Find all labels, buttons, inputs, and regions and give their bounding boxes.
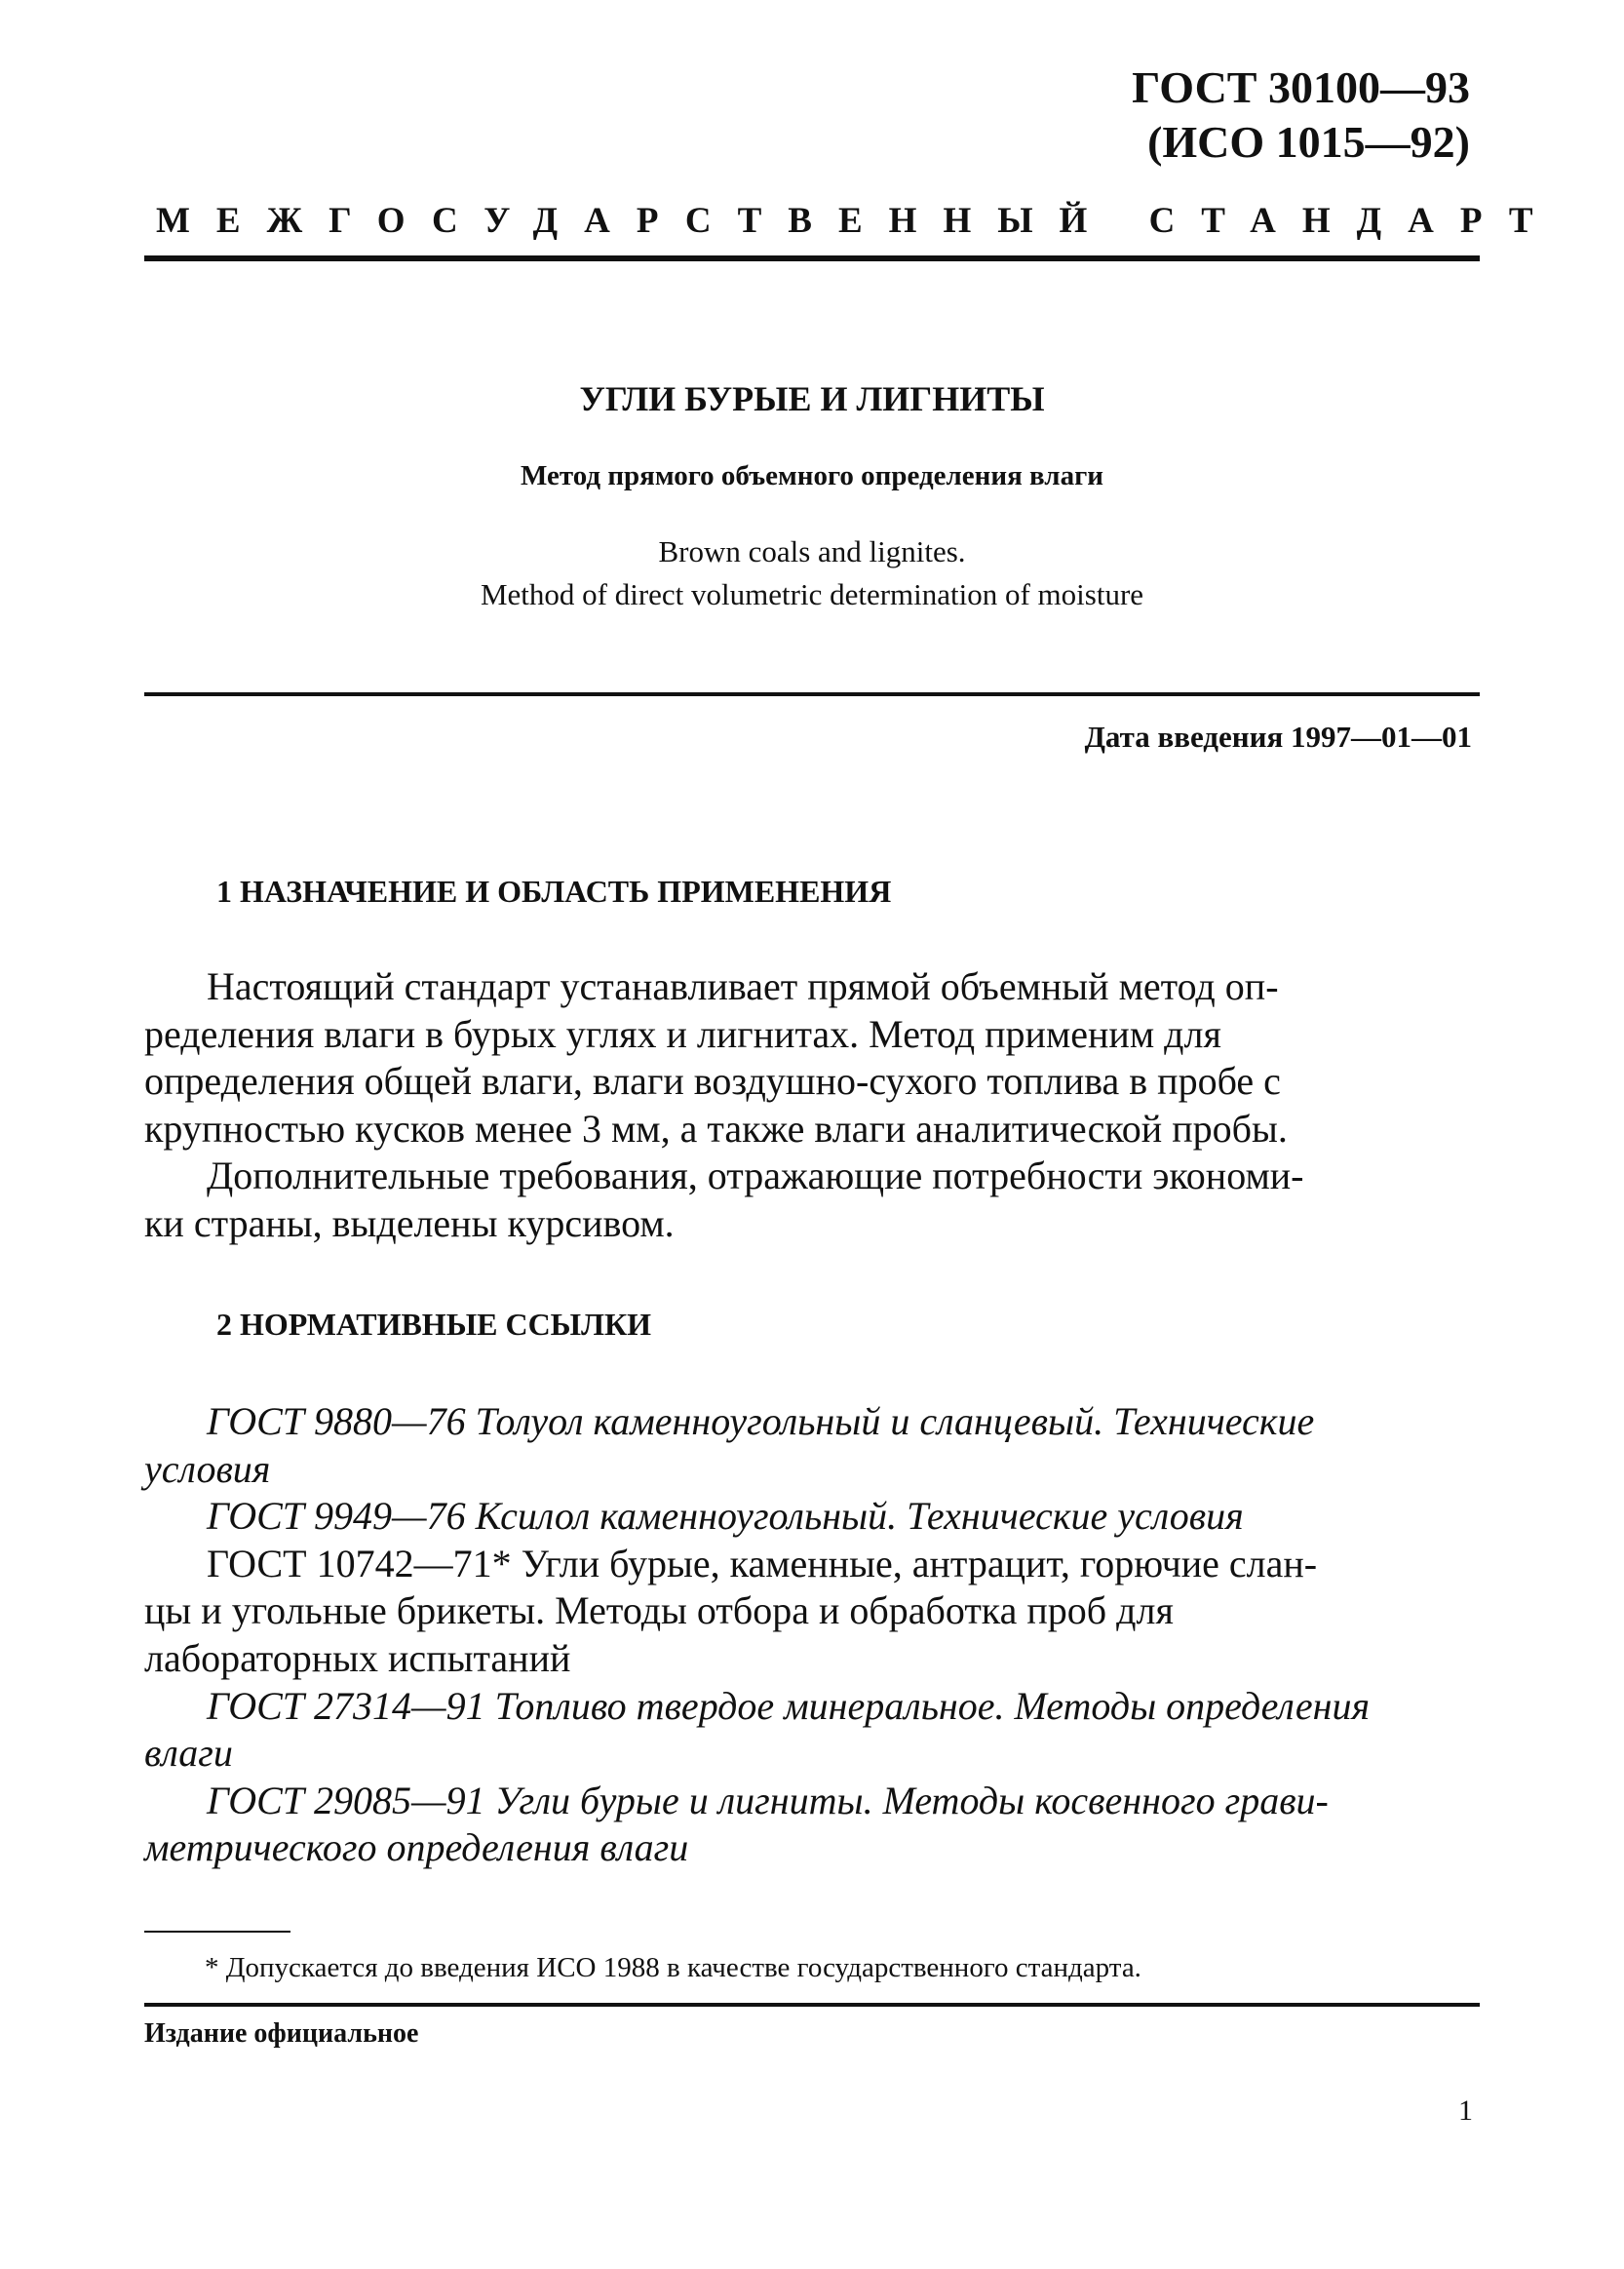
gost-number: ГОСТ 30100—93: [1132, 62, 1470, 112]
reference-item: ГОСТ 10742—71* Угли бурые, каменные, антрацит, горючие слан-: [207, 1541, 1318, 1585]
text-line: Дополнительные требования, отражающие потребности экономи-: [207, 1154, 1304, 1198]
page-number: 1: [1458, 2094, 1473, 2127]
text-line: определения общей влаги, влаги воздушно-сухого топлива в пробе с: [144, 1059, 1281, 1104]
footnote: * Допускается до введения ИСО 1988 в качестве государственного стандарта.: [205, 1952, 1141, 1983]
edition-label: Издание официальное: [144, 2018, 419, 2049]
reference-item: ГОСТ 27314—91 Топливо твердое минеральное. Методы определения: [207, 1683, 1371, 1728]
bottom-rule: [144, 2003, 1480, 2007]
reference-item-cont: лабораторных испытаний: [144, 1635, 571, 1680]
reference-item: ГОСТ 9880—76 Толуол каменноугольный и сланцевый. Технические: [207, 1399, 1315, 1443]
reference-item-cont: условия: [144, 1446, 271, 1491]
document-subtitle: Метод прямого объемного определения влаги: [521, 460, 1103, 491]
iso-number: (ИСО 1015—92): [1147, 117, 1470, 167]
text-line: ределения влаги в бурых углях и лигнитах. Метод применим для: [144, 1011, 1221, 1056]
text-line: Настоящий стандарт устанавливает прямой объемный метод оп-: [207, 964, 1279, 1008]
document-title: УГЛИ БУРЫЕ И ЛИГНИТЫ: [579, 379, 1045, 418]
text-line: крупностью кусков менее 3 мм, а также влаги аналитической пробы.: [144, 1106, 1288, 1151]
text-line: ки страны, выделены курсивом.: [144, 1200, 675, 1245]
document-title-en: [0, 530, 1624, 616]
gost-number-block: [1132, 60, 1470, 170]
introduction-date: Дата введения 1997—01—01: [1084, 720, 1472, 754]
reference-item-cont: метрического определения влаги: [144, 1825, 689, 1870]
normative-references: [144, 1398, 1480, 1872]
standard-type: МЕЖГОСУДАРСТВЕННЫЙ СТАНДАРТ: [156, 201, 1560, 241]
reference-item: ГОСТ 29085—91 Угли бурые и лигниты. Методы косвенного грави-: [207, 1778, 1329, 1822]
section-1-body: [144, 963, 1480, 1248]
section-2-heading: 2 НОРМАТИВНЫЕ ССЫЛКИ: [216, 1307, 652, 1342]
reference-item-cont: влаги: [144, 1731, 233, 1776]
title-en-line-1: Brown coals and lignites.: [658, 534, 966, 568]
title-rule: [144, 692, 1480, 696]
section-1-heading: 1 НАЗНАЧЕНИЕ И ОБЛАСТЬ ПРИМЕНЕНИЯ: [216, 874, 892, 909]
title-en-line-2: Method of direct volumetric determination of moisture: [480, 577, 1144, 611]
reference-item: ГОСТ 9949—76 Ксилол каменноугольный. Технические условия: [207, 1494, 1244, 1539]
header-rule: [144, 255, 1480, 261]
reference-item-cont: цы и угольные брикеты. Методы отбора и обработка проб для: [144, 1588, 1174, 1633]
footnote-rule: [144, 1931, 290, 1933]
